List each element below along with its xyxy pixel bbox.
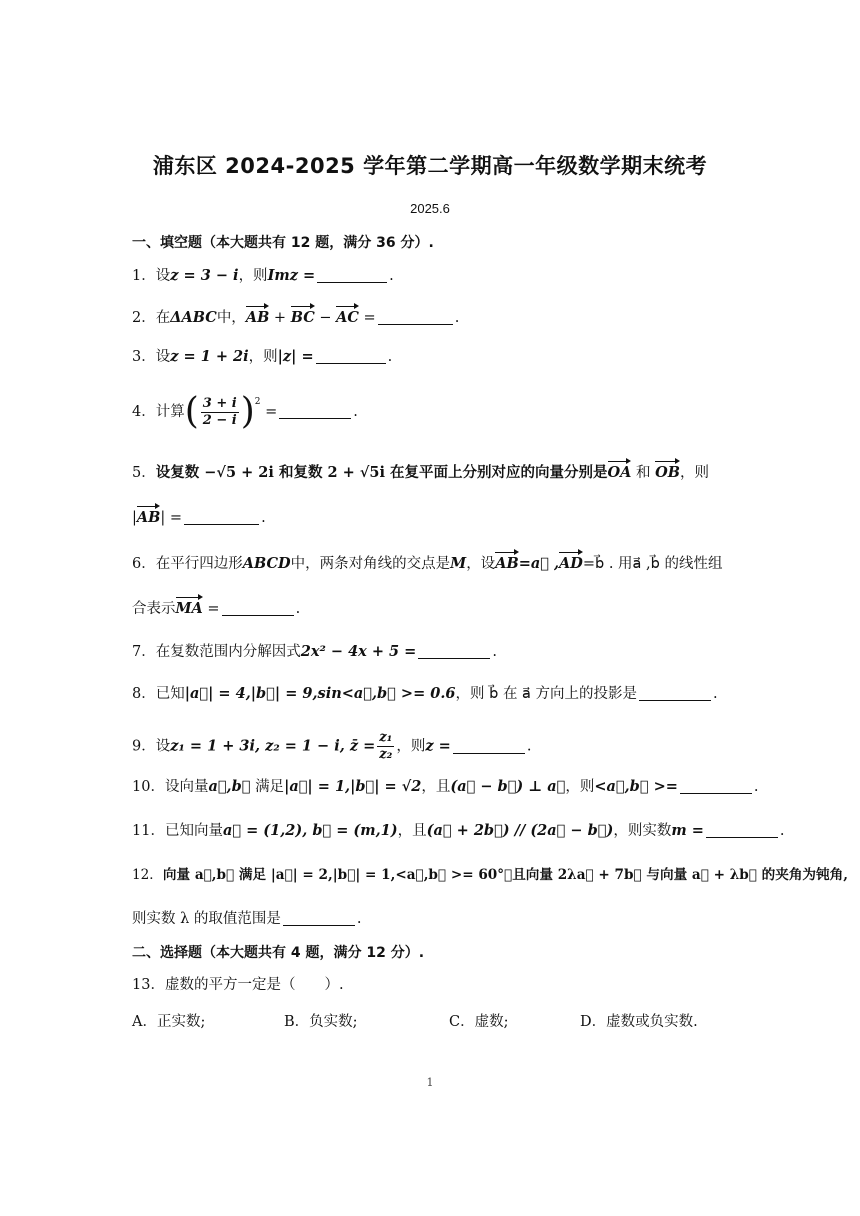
section-choice-heading: 二、选择题（本大题共有 4 题，满分 12 分）. xyxy=(132,945,425,961)
question-3: 3．设z = 1 + 2i，则|z| = . xyxy=(132,348,393,365)
question-13: 13．虚数的平方一定是（ ）. xyxy=(132,977,344,993)
answer-blank[interactable] xyxy=(639,686,711,701)
option-b[interactable]: B．负实数; xyxy=(284,1014,358,1030)
answer-blank[interactable] xyxy=(418,644,490,659)
question-1: 1．设z = 3 − i，则Imz = . xyxy=(132,267,394,284)
option-c[interactable]: C．虚数; xyxy=(449,1014,509,1030)
question-2: 2．在ΔABC中，AB + BC − AC = . xyxy=(132,306,459,328)
option-d[interactable]: D．虚数或负实数. xyxy=(580,1014,698,1030)
answer-blank[interactable] xyxy=(378,310,453,325)
answer-blank[interactable] xyxy=(680,779,752,794)
question-4: 4．计算( $\frac{3 + i}{2 - i}$ )$^2$ = . xyxy=(132,391,358,432)
answer-blank[interactable] xyxy=(283,911,355,926)
answer-blank[interactable] xyxy=(316,349,386,364)
question-12: 12．向量 a⃗,b⃗ 满足 |a⃗| = 2,|b⃗| = 1,<a⃗,b⃗ >= 60°，且向量 2λa⃗ + 7b⃗ 与向量 a⃗ + λb⃗ 的夹角为钝角, xyxy=(132,867,848,883)
question-9: 9．设z₁ = 1 + 3i, z₂ = 1 − i, z̄ = $\frac{\text{z₁}}{\text{z₂}}$ ，则z = . xyxy=(132,730,532,762)
answer-blank[interactable] xyxy=(706,823,778,838)
answer-blank[interactable] xyxy=(317,268,387,283)
exam-title: 浦东区 2024-2025 学年第二学期高一年级数学期末统考 xyxy=(152,154,708,178)
question-7: 7．在复数范围内分解因式2x² − 4x + 5 = . xyxy=(132,643,497,660)
answer-blank[interactable] xyxy=(279,404,351,419)
question-8: 8．已知|a⃗| = 4,|b⃗| = 9,sin<a⃗,b⃗ >= 0.6，则 b⃗ 在 a⃗ 方向上的投影是 . xyxy=(132,685,718,702)
question-6: 6．在平行四边形ABCD中，两条对角线的交点是M，设AB=a⃗ ,AD=b⃗ . 用a⃗ ,b⃗ 的线性组 xyxy=(132,552,722,574)
question-12-line-2: 则实数 λ 的取值范围是 . xyxy=(132,911,362,927)
question-5-line-2: |AB| = . xyxy=(132,506,266,528)
answer-blank[interactable] xyxy=(184,510,259,525)
exam-date: 2025.6 xyxy=(410,201,450,216)
answer-blank[interactable] xyxy=(222,601,294,616)
question-11: 11．已知向量a⃗ = (1,2), b⃗ = (m,1)，且(a⃗ + 2b⃗) // (2a⃗ − b⃗)，则实数m = . xyxy=(132,822,785,839)
option-a[interactable]: A．正实数; xyxy=(132,1014,206,1030)
section-fill-in-heading: 一、填空题（本大题共有 12 题，满分 36 分）. xyxy=(132,235,434,251)
question-10: 10．设向量a⃗,b⃗ 满足|a⃗| = 1,|b⃗| = √2，且(a⃗ − b⃗) ⊥ a⃗，则<a⃗,b⃗ >= . xyxy=(132,778,759,795)
question-5: 5．设复数 −√5 + 2i 和复数 2 + √5i 在复平面上分别对应的向量分别是OA 和 OB，则 xyxy=(132,461,709,483)
answer-blank[interactable] xyxy=(453,739,525,754)
page-number: 1 xyxy=(426,1076,434,1089)
question-6-line-2: 合表示MA = . xyxy=(132,597,300,619)
